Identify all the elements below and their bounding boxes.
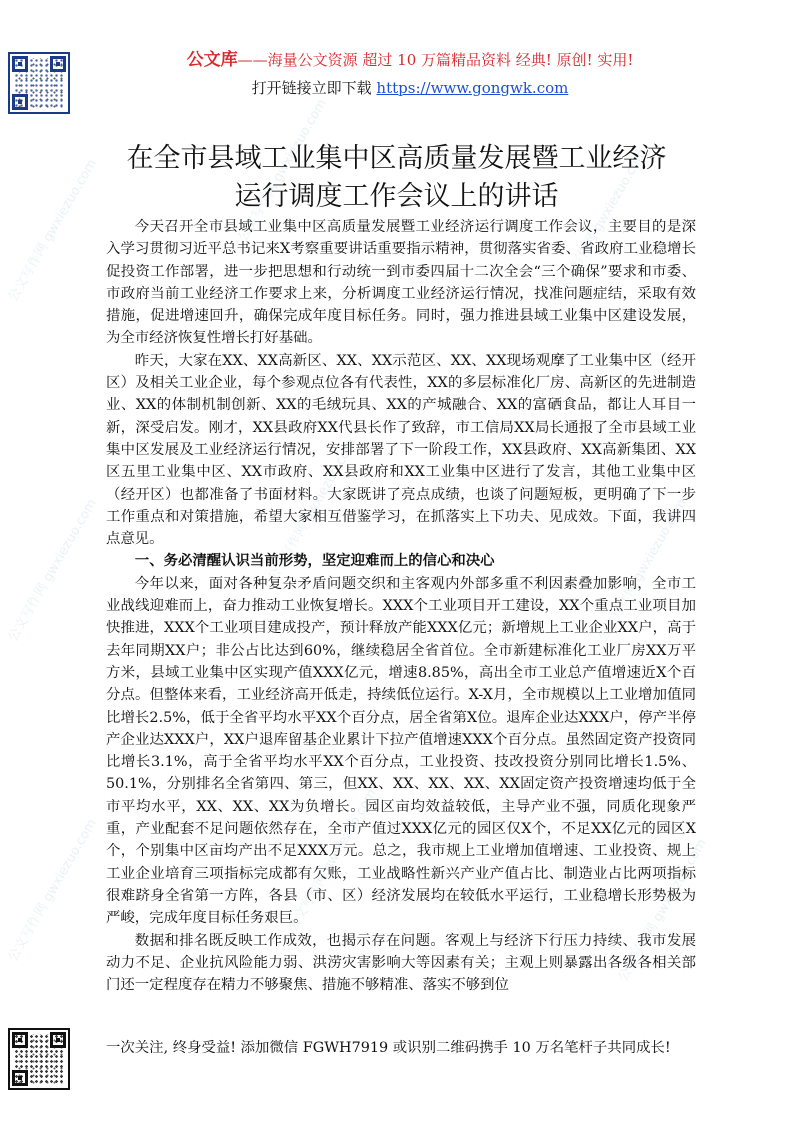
watermark: 公文写作网 gwxiezuo.com	[285, 786, 380, 935]
watermark: 公文写作网 gwxiezuo.com	[555, 146, 650, 295]
watermark: 公文写作网 gwxiezuo.com	[5, 156, 100, 305]
watermark: 公文写作网 gwxiezuo.com	[235, 96, 330, 245]
document-body	[106, 216, 696, 996]
header-download-line	[90, 74, 730, 102]
watermark: 公文写作网 gwxiezuo.com	[265, 436, 360, 585]
section-heading: 一、务必清醒认识当前形势，坚定迎难而上的信心和决心	[134, 552, 495, 570]
paragraph: 数据和排名既反映工作成效，也揭示存在问题。客观上与经济下行压力持续、我市发展动力不足、企业抗风险能力弱、洪涝灾害影响大等因素有关；主观上则暴露出各级各相关部门还一定程度存在精力不够聚焦、措施不够精准、落实不够到位	[106, 932, 696, 994]
paragraph: 今天召开全市县域工业集中区高质量发展暨工业经济运行调度工作会议，主要目的是深入学习贯彻习近平总书记来X考察重要讲话重要指示精神，贯彻落实省委、省政府工业稳增长促投资工作部署，进一步把思想和行动统一到市委四届十二次全会“三个确保”要求和市委、市政府当前工业经济工作要求上来，分析调度工业经济运行情况，找准问题症结，采取有效措施，促进增速回升，确保完成年度目标任务。同时，强力推进县域工业集中区建设发展，为全市经济恢复性增长打好基础。	[106, 219, 696, 347]
footer-promo: 一次关注, 终身受益! 添加微信 FGWH7919 或识别二维码携手 10 万名笔杆子共同成长!	[106, 1040, 671, 1056]
header-slogan: ——海量公文资源 超过 10 万篇精品资料 经典! 原创! 实用!	[237, 51, 634, 69]
paragraph: 今年以来，面对各种复杂矛盾问题交织和主客观内外部多重不利因素叠加影响，全市工业战线迎难而上，奋力推动工业恢复增长。XXX个工业项目开工建设，XX个重点工业项目加快推进，XXX个工业项目建成投产，预计释放产能XXX亿元；新增规上工业企业XX户，高于去年同期XX户；非公占比达到60%，继续稳居全省首位。全市新建标准化工业厂房XX万平方米，县域工业集中区实现产值XXX亿元，增速8.85%，高出全市工业总产值增速近X个百分点。但整体来看，工业经济高开低走，持续低位运行。X-X月，全市规模以上工业增加值同比增长2.5%，低于全省平均水平XX个百分点，居全省第X位。退库企业达XXX户，停产半停产企业达XXX户，XX户退库留基企业累计下拉产值增速XXX个百分点。虽然固定资产投资同比增长3.1%，高于全省平均水平XX个百分点，工业投资、技改投资分别同比增长1.5%、50.1%，分别排名全省第四、第三，但XX、XX、XX、XX、XX固定资产投资增速均低于全市平均水平，XX、XX、XX为负增长。园区亩均效益较低，主导产业不强，同质化现象严重，产业配套不足问题依然存在，全市产值过XXX亿元的园区仅X个，不足XX亿元的园区X个，个别集中区亩均产出不足XXX万元。总之，我市规上工业增加值增速、工业投资、规上工业企业培育三项指标完成都有欠账，工业战略性新兴产业产值占比、制造业占比两项指标很难跻身全省第一方阵，各县（市、区）经济发展均在较低水平运行，工业稳增长形势极为严峻，完成年度目标任务艰巨。	[106, 575, 696, 927]
watermark: 公文写作网 gwxiezuo.com	[595, 496, 690, 645]
download-prefix: 打开链接立即下载	[251, 79, 377, 97]
qr-code-top	[8, 52, 70, 114]
document-title	[60, 140, 733, 216]
header-slogan-line	[90, 46, 730, 74]
watermark: 公文写作网 gwxiezuo.com	[5, 816, 100, 965]
site-header	[90, 46, 730, 102]
title-line-1: 在全市县域工业集中区高质量发展暨工业经济	[126, 143, 667, 174]
brand-name: 公文库	[186, 50, 238, 70]
site-link[interactable]: https://www.gongwk.com	[376, 79, 569, 97]
watermark: 公文写作网 gwxiezuo.com	[5, 496, 100, 645]
qr-code-bottom	[8, 1028, 70, 1090]
paragraph: 昨天，大家在XX、XX高新区、XX、XX示范区、XX、XX现场观摩了工业集中区（经开区）及相关工业企业，每个参观点位各有代表性，XX的多层标准化厂房、高新区的先进制造业、XX的体制机制创新、XX的毛绒玩具、XX的产城融合、XX的富硒食品，都让人耳目一新，深受启发。刚才，XX县政府XX代县长作了致辞，市工信局XX局长通报了全市县域工业集中区发展及工业经济运行情况，安排部署了下一阶段工作，XX县政府、XX高新集团、XX区五里工业集中区、XX市政府、XX县政府和XX工业集中区进行了发言，其他工业集中区（经开区）也都准备了书面材料。大家既讲了亮点成绩，也谈了问题短板，更明确了下一步工作重点和对策措施，希望大家相互借鉴学习，在抓落实上下功夫、见成效。下面，我讲四点意见。	[106, 352, 696, 548]
title-line-2: 运行调度工作会议上的讲话	[234, 181, 559, 212]
watermark: 公文写作网 gwxiezuo.com	[615, 836, 710, 985]
